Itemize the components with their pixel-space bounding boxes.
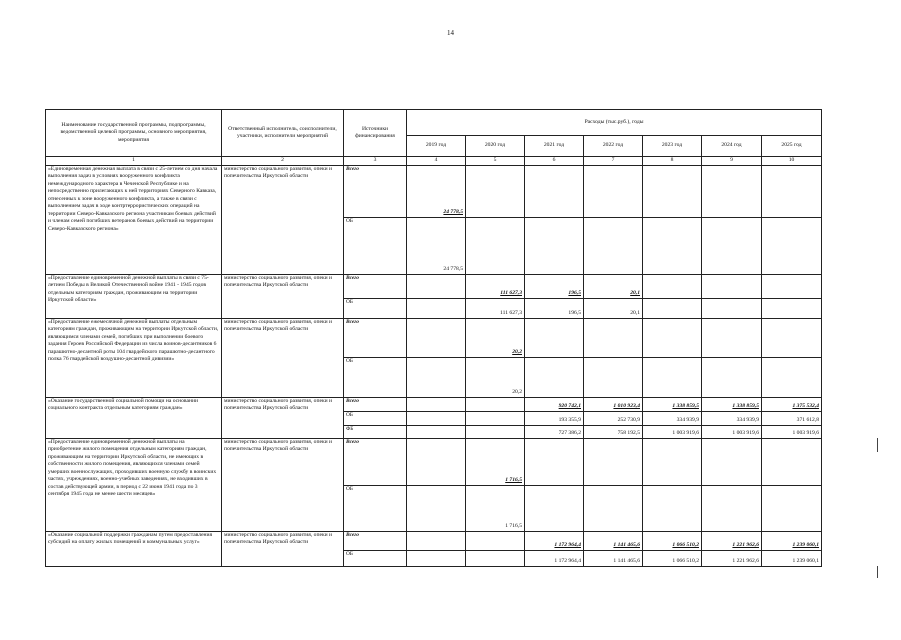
value-cell — [762, 318, 822, 357]
value-cell — [407, 425, 466, 438]
activity-name: «Предоставление единовременной денежной выплаты на приобретение жилого помещения отдельным категориям граждан, проживающим на территории Иркутской области, не имеющих в собственности жилого помещения, являющихся членами семей умерших военнослужащих, проходивших военную службу в воинских частях, учреждениях, военно-учебных заведениях, не входивших в состав действующей армии, в период с 22 июня 1941 года по 3 сентября 1945 года не менее шести месяцев» — [46, 438, 222, 531]
column-index: 6 — [525, 157, 584, 166]
source-cell: ОБ — [344, 217, 407, 274]
value-cell — [762, 298, 822, 318]
column-index: 10 — [762, 157, 822, 166]
activity-executor: министерство социального развития, опеки и попечительства Иркутской области — [222, 165, 344, 274]
value-cell — [643, 165, 702, 217]
source-cell: ОБ — [344, 550, 407, 566]
header-year: 2021 год — [525, 136, 584, 157]
activity-name: «Оказание социальной поддержки гражданам путем предоставления субсидий на оплату жилых помещений и коммунальных услуг» — [46, 531, 222, 566]
value-cell: 24 778,5 — [407, 217, 466, 274]
value-cell — [643, 318, 702, 357]
value-cell: 252 730,9 — [584, 411, 643, 425]
value-cell — [466, 531, 525, 550]
activity-executor: министерство социального развития, опеки и попечительства Иркутской области — [222, 318, 344, 397]
value-cell — [525, 318, 584, 357]
value-cell — [407, 298, 466, 318]
table-row — [46, 165, 822, 217]
value-cell — [407, 485, 466, 531]
value-cell — [584, 357, 643, 397]
value-cell — [466, 165, 525, 217]
value-cell — [762, 217, 822, 274]
value-cell: 111 627,3 — [466, 274, 525, 298]
value-cell — [702, 357, 762, 397]
value-cell — [525, 485, 584, 531]
value-cell: 1 141 465,6 — [584, 550, 643, 566]
value-cell: 1 010 923,4 — [584, 397, 643, 411]
value-cell — [584, 485, 643, 531]
value-cell — [643, 438, 702, 485]
value-cell — [584, 318, 643, 357]
value-cell: 1 375 532,4 — [762, 397, 822, 411]
value-cell — [702, 485, 762, 531]
value-cell — [762, 357, 822, 397]
value-cell: 1 141 465,6 — [584, 531, 643, 550]
source-cell: ФБ — [344, 425, 407, 438]
margin-mark — [877, 566, 878, 578]
value-cell — [702, 318, 762, 357]
source-cell: Всего — [344, 531, 407, 550]
value-cell: 1 003 919,6 — [702, 425, 762, 438]
source-cell: Всего — [344, 318, 407, 357]
table-row — [46, 318, 822, 357]
value-cell — [643, 485, 702, 531]
value-cell — [466, 425, 525, 438]
value-cell: 334 939,9 — [702, 411, 762, 425]
value-cell — [643, 274, 702, 298]
value-cell: 371 612,8 — [762, 411, 822, 425]
value-cell: 1 221 962,6 — [702, 531, 762, 550]
header-year: 2019 год — [407, 136, 466, 157]
column-index: 5 — [466, 157, 525, 166]
activity-name: «Предоставление ежемесячной денежной выплаты отдельным категориям граждан, проживающим на территории Иркутской области, являющимся членами семей, погибших при выполнении боевого задания Героев Российской Федерации из числа воинов-десантников 6 парашютно-десантной роты 104 гвардейского парашютно-десантного полка 76 гвардейской воздушно-десантной дивизии» — [46, 318, 222, 397]
value-cell: 1 003 919,6 — [762, 425, 822, 438]
column-index: 4 — [407, 157, 466, 166]
value-cell: 1 003 919,6 — [643, 425, 702, 438]
value-cell: 193 355,9 — [525, 411, 584, 425]
header-year: 2020 год — [466, 136, 525, 157]
value-cell — [702, 298, 762, 318]
activity-executor: министерство социального развития, опеки и попечительства Иркутской области — [222, 531, 344, 566]
value-cell — [407, 357, 466, 397]
value-cell — [584, 438, 643, 485]
activity-name: «Предоставление единовременной денежной выплаты в связи с 75-летием Победы в Великой Отечественной войне 1941 - 1945 годов отдельным категориям граждан, проживающим на территории Иркутской области» — [46, 274, 222, 318]
value-cell: 1 172 964,4 — [525, 550, 584, 566]
value-cell — [407, 438, 466, 485]
header-expenses: Расходы (тыс.руб.), годы — [407, 110, 822, 136]
value-cell — [643, 217, 702, 274]
header-year: 2023 год — [643, 136, 702, 157]
value-cell — [702, 217, 762, 274]
value-cell — [762, 274, 822, 298]
column-index: 8 — [643, 157, 702, 166]
value-cell — [762, 165, 822, 217]
value-cell — [525, 217, 584, 274]
value-cell — [525, 357, 584, 397]
page-number: 14 — [447, 29, 454, 37]
column-index: 3 — [344, 157, 407, 166]
value-cell — [762, 485, 822, 531]
value-cell — [643, 298, 702, 318]
source-cell: ОБ — [344, 298, 407, 318]
value-cell — [407, 397, 466, 411]
budget-table — [45, 109, 822, 567]
source-cell: Всего — [344, 438, 407, 485]
column-index: 9 — [702, 157, 762, 166]
activity-name: «Оказание государственной социальной помощи на основании социального контракта отдельным категориям граждан» — [46, 397, 222, 438]
value-cell: 20,2 — [466, 357, 525, 397]
value-cell: 196,5 — [525, 274, 584, 298]
value-cell — [407, 274, 466, 298]
value-cell: 111 627,3 — [466, 298, 525, 318]
value-cell — [525, 438, 584, 485]
value-cell: 20,2 — [466, 318, 525, 357]
value-cell: 20,1 — [584, 274, 643, 298]
header-source: Источники финансирования — [344, 110, 407, 157]
source-cell: ОБ — [344, 411, 407, 425]
activity-name: «Единовременная денежная выплата в связи с 25-летием со дня начала выполнения задач в условиях вооруженного конфликта немеждународного характера в Чеченской Республике и на непосредственно прилегающих к ней территориях Северного Кавказа, отнесенных к зоне вооруженного конфликта, а также в связи с выполнением задач в ходе контртеррористических операций на территории Северо-Кавказского региона участникам боевых действий и членам семей погибших ветеранов боевых действий на территории Северо-Кавказского региона» — [46, 165, 222, 274]
value-cell: 196,5 — [525, 298, 584, 318]
value-cell: 1 221 962,6 — [702, 550, 762, 566]
value-cell — [407, 531, 466, 550]
value-cell: 920 742,1 — [525, 397, 584, 411]
value-cell: 758 192,5 — [584, 425, 643, 438]
value-cell — [466, 411, 525, 425]
column-index: 7 — [584, 157, 643, 166]
source-cell: Всего — [344, 274, 407, 298]
value-cell — [407, 411, 466, 425]
value-cell: 1 239 060,1 — [762, 531, 822, 550]
value-cell — [525, 165, 584, 217]
header-year: 2022 год — [584, 136, 643, 157]
column-index: 1 — [46, 157, 222, 166]
value-cell: 1 338 859,5 — [643, 397, 702, 411]
value-cell — [702, 274, 762, 298]
value-cell — [407, 318, 466, 357]
value-cell: 1 716,5 — [466, 485, 525, 531]
table-row — [46, 531, 822, 550]
value-cell: 1 338 859,5 — [702, 397, 762, 411]
table-row — [46, 274, 822, 298]
activity-executor: министерство социального развития, опеки и попечительства Иркутской области — [222, 274, 344, 318]
header-year: 2024 год — [702, 136, 762, 157]
value-cell — [702, 165, 762, 217]
value-cell — [584, 217, 643, 274]
activity-executor: министерство социального развития, опеки и попечительства Иркутской области — [222, 438, 344, 531]
value-cell — [702, 438, 762, 485]
value-cell — [407, 550, 466, 566]
source-cell: Всего — [344, 397, 407, 411]
value-cell — [466, 217, 525, 274]
value-cell: 20,1 — [584, 298, 643, 318]
value-cell — [643, 357, 702, 397]
value-cell: 1 239 060,1 — [762, 550, 822, 566]
table-row — [46, 397, 822, 411]
source-cell: ОБ — [344, 357, 407, 397]
value-cell: 1 066 510,2 — [643, 550, 702, 566]
value-cell: 727 386,2 — [525, 425, 584, 438]
value-cell: 334 939,9 — [643, 411, 702, 425]
value-cell — [762, 438, 822, 485]
value-cell — [584, 165, 643, 217]
value-cell: 24 778,5 — [407, 165, 466, 217]
margin-mark — [877, 438, 878, 452]
column-index-row — [46, 157, 822, 166]
header-name: Наименование государственной программы, подпрограммы, ведомственной целевой программы, основного мероприятия, мероприятия — [46, 110, 222, 157]
column-index: 2 — [222, 157, 344, 166]
value-cell — [466, 550, 525, 566]
value-cell — [466, 397, 525, 411]
activity-executor: министерство социального развития, опеки и попечительства Иркутской области — [222, 397, 344, 438]
value-cell: 1 066 510,2 — [643, 531, 702, 550]
source-cell: ОБ — [344, 485, 407, 531]
source-cell: Всего — [344, 165, 407, 217]
header-executor: Ответственный исполнитель, соисполнители, участники, исполнители мероприятий — [222, 110, 344, 157]
value-cell: 1 716,5 — [466, 438, 525, 485]
header-year: 2025 год — [762, 136, 822, 157]
table-row — [46, 438, 822, 485]
value-cell: 1 172 964,4 — [525, 531, 584, 550]
